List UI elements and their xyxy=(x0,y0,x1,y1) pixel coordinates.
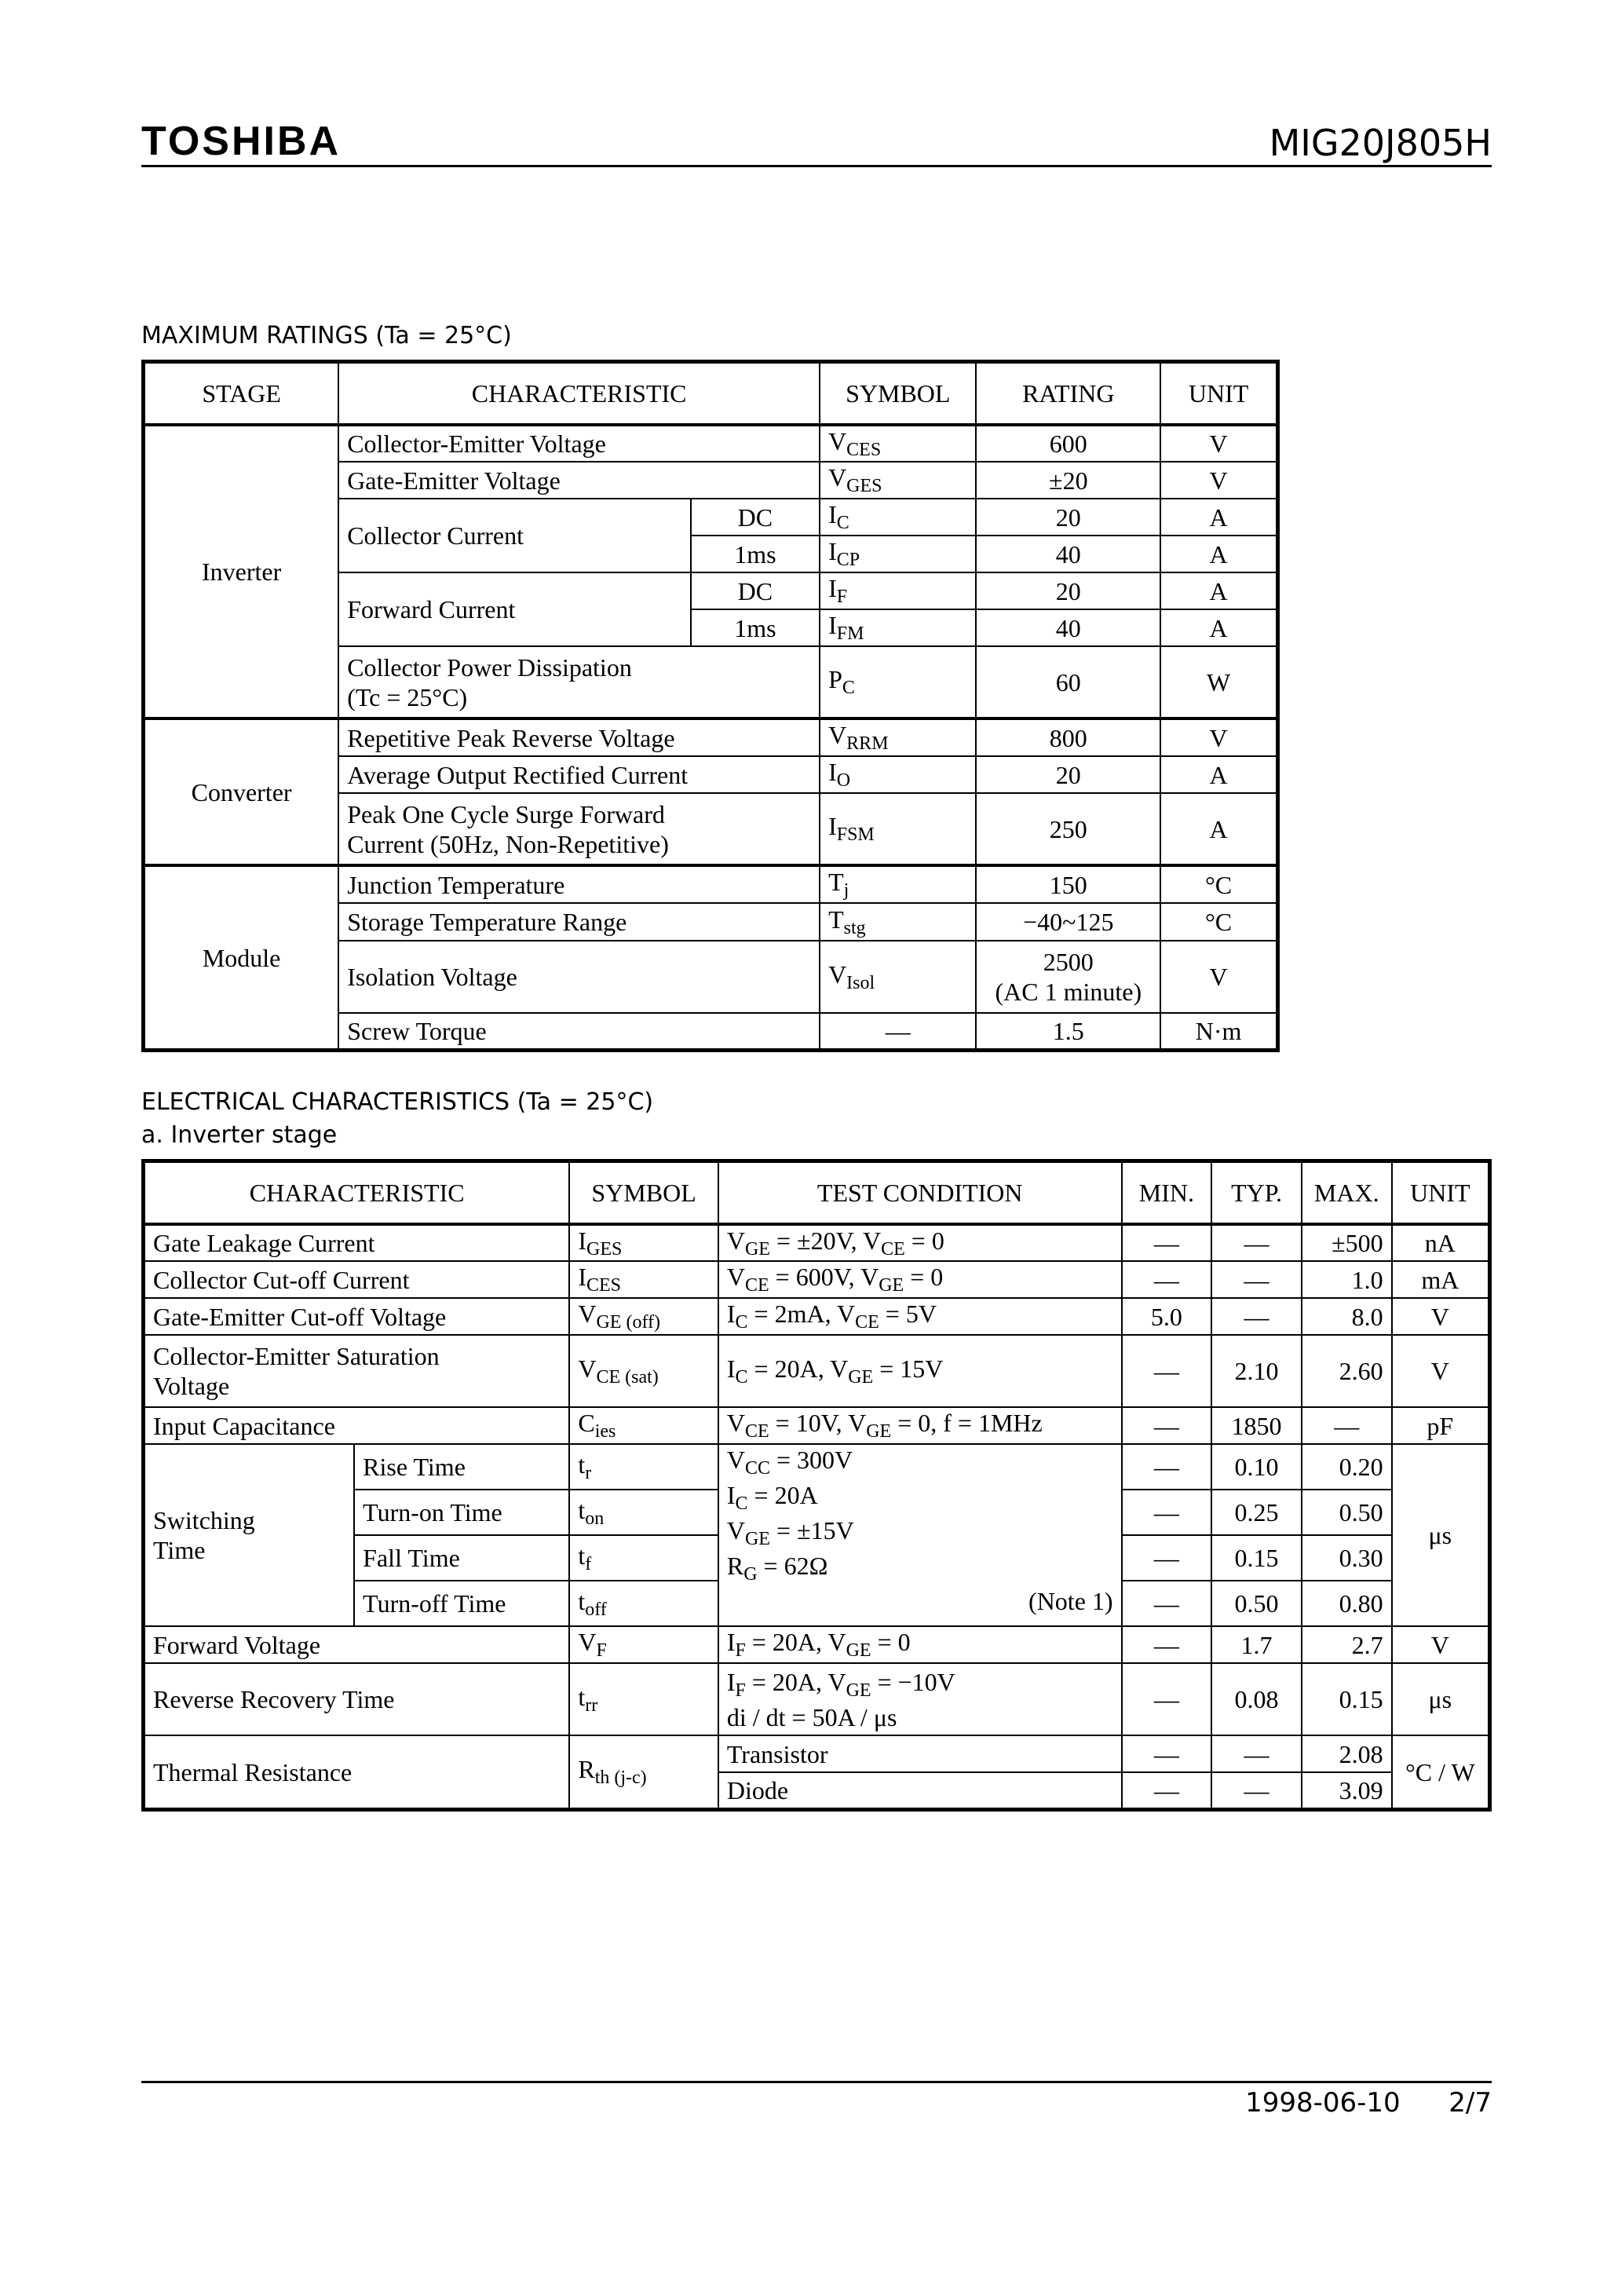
cell-unit: °C xyxy=(1160,865,1277,903)
toshiba-logo: TOSHIBA xyxy=(141,119,342,164)
cell-char: Thermal Resistance xyxy=(144,1735,570,1809)
cell-unit: A xyxy=(1160,793,1277,865)
table-row xyxy=(144,718,1278,756)
cell-char: Gate-Emitter Cut-off Voltage xyxy=(144,1298,570,1335)
col-characteristic: CHARACTERISTIC xyxy=(144,1161,570,1224)
cell-rating: 2500 (AC 1 minute) xyxy=(976,941,1160,1013)
table-row xyxy=(144,1444,1490,1490)
group-module: Module xyxy=(144,865,339,1050)
table-row xyxy=(144,425,1278,462)
cell-rating: 40 xyxy=(976,609,1160,646)
cell-rating: 600 xyxy=(976,425,1160,462)
cell-unit: °C / W xyxy=(1392,1735,1490,1809)
cell-rating: 800 xyxy=(976,718,1160,756)
cell-subchar: Turn-on Time xyxy=(354,1490,569,1535)
cell-unit: A xyxy=(1160,609,1277,646)
cell-rating: 20 xyxy=(976,499,1160,536)
cell-max: 2.7 xyxy=(1302,1626,1392,1663)
cell-rating: −40~125 xyxy=(976,903,1160,941)
cell-char: Junction Temperature xyxy=(338,865,820,903)
cell-unit: V xyxy=(1160,718,1277,756)
cell-max: 2.08 xyxy=(1302,1735,1392,1772)
cell-symbol: $P_C$ xyxy=(820,646,976,718)
cell-char: Collector-Emitter Saturation Voltage xyxy=(144,1335,570,1407)
table-row xyxy=(144,1663,1490,1735)
cell-subchar: Rise Time xyxy=(354,1444,569,1490)
cell-symbol: $V_{CES}$ xyxy=(820,425,976,462)
table-row xyxy=(144,1626,1490,1663)
cell-min: — xyxy=(1122,1663,1212,1735)
cell-rating: 20 xyxy=(976,756,1160,793)
cell-min: — xyxy=(1122,1735,1212,1772)
col-max: MAX. xyxy=(1302,1161,1392,1224)
table-row xyxy=(144,1735,1490,1772)
table-row xyxy=(144,865,1278,903)
cell-char: Gate-Emitter Voltage xyxy=(338,462,820,499)
cell-max: 3.09 xyxy=(1302,1772,1392,1809)
cell-cond: 1ms xyxy=(691,609,820,646)
cell-char: Collector Cut-off Current xyxy=(144,1261,570,1298)
cell-symbol: $T_{stg}$ xyxy=(820,903,976,941)
cell-unit: V xyxy=(1392,1626,1490,1663)
cell-symbol: $I_{GES}$ xyxy=(569,1224,718,1262)
cell-rating: 60 xyxy=(976,646,1160,718)
cell-unit: A xyxy=(1160,499,1277,536)
cell-symbol: $I_{FM}$ xyxy=(820,609,976,646)
col-stage: STAGE xyxy=(144,362,339,425)
cell-symbol: $C_{ies}$ xyxy=(569,1407,718,1444)
cell-char: Forward Voltage xyxy=(144,1626,570,1663)
cell-symbol: $R_{th (j-c)}$ xyxy=(569,1735,718,1809)
cell-char: Forward Current xyxy=(338,572,691,646)
col-symbol: SYMBOL xyxy=(569,1161,718,1224)
cell-unit: V xyxy=(1392,1298,1490,1335)
cell-char: Average Output Rectified Current xyxy=(338,756,820,793)
cell-min: — xyxy=(1122,1224,1212,1262)
cell-char: Repetitive Peak Reverse Voltage xyxy=(338,718,820,756)
cell-rating: 40 xyxy=(976,536,1160,572)
cell-cond: DC xyxy=(691,572,820,609)
cell-unit: °C xyxy=(1160,903,1277,941)
cell-typ: 2.10 xyxy=(1211,1335,1302,1407)
max-ratings-table xyxy=(141,360,1280,1052)
cell-min: — xyxy=(1122,1535,1212,1581)
cell-symbol: $I_{CES}$ xyxy=(569,1261,718,1298)
cell-symbol: $V_F$ xyxy=(569,1626,718,1663)
cell-symbol: $I_O$ xyxy=(820,756,976,793)
cell-symbol: $V_{GES}$ xyxy=(820,462,976,499)
cell-min: — xyxy=(1122,1490,1212,1535)
cell-rating: 20 xyxy=(976,572,1160,609)
cell-unit: V xyxy=(1160,425,1277,462)
cell-char: Isolation Voltage xyxy=(338,941,820,1013)
cell-condition: $V_{GE} = \pm 20V$, $V_{CE} = 0$ xyxy=(718,1224,1122,1262)
cell-cond: DC xyxy=(691,499,820,536)
cell-max: 2.60 xyxy=(1302,1335,1392,1407)
cell-symbol: $I_{FSM}$ xyxy=(820,793,976,865)
cell-symbol: $T_j$ xyxy=(820,865,976,903)
table-row xyxy=(144,1335,1490,1407)
note-1: (Note 1) xyxy=(1028,1587,1113,1616)
cell-unit: μs xyxy=(1392,1663,1490,1735)
cell-typ: 0.25 xyxy=(1211,1490,1302,1535)
cell-subchar: Turn-off Time xyxy=(354,1581,569,1626)
header-rule xyxy=(141,165,1492,167)
cell-unit: A xyxy=(1160,756,1277,793)
cell-min: — xyxy=(1122,1581,1212,1626)
cell-char: Input Capacitance xyxy=(144,1407,570,1444)
cell-min: 5.0 xyxy=(1122,1298,1212,1335)
cell-min: — xyxy=(1122,1335,1212,1407)
cell-condition: $V_{CE} = 600V$, $V_{GE} = 0$ xyxy=(718,1261,1122,1298)
table-row xyxy=(144,1224,1490,1262)
cell-char: Screw Torque xyxy=(338,1013,820,1050)
cell-char: Peak One Cycle Surge Forward Current (50Hz, Non-Repetitive) xyxy=(338,793,820,865)
cell-typ: 1.7 xyxy=(1211,1626,1302,1663)
cell-max: 0.20 xyxy=(1302,1444,1392,1490)
col-rating: RATING xyxy=(976,362,1160,425)
switching-time-label: Switching Time xyxy=(144,1444,355,1626)
table-header xyxy=(144,1161,1490,1224)
col-symbol: SYMBOL xyxy=(820,362,976,425)
electrical-subtitle: a. Inverter stage xyxy=(141,1121,338,1149)
cell-symbol: $t_{on}$ xyxy=(569,1490,718,1535)
cell-condition: Transistor xyxy=(718,1735,1122,1772)
switching-condition: $V_{CC} = 300V$ $I_C = 20A$ $V_{GE} = \pm 15V$ $R_G = 62\Omega$ (Note 1) xyxy=(718,1444,1122,1626)
cell-typ: — xyxy=(1211,1772,1302,1809)
cell-condition: Diode xyxy=(718,1772,1122,1809)
col-min: MIN. xyxy=(1122,1161,1212,1224)
footer-date: 1998-06-10 xyxy=(1245,2087,1401,2119)
table-row xyxy=(144,1298,1490,1335)
cell-unit: μs xyxy=(1392,1444,1490,1626)
cell-condition: $I_C = 20A$, $V_{GE} = 15V$ xyxy=(718,1335,1122,1407)
cell-min: — xyxy=(1122,1407,1212,1444)
cell-symbol: $t_f$ xyxy=(569,1535,718,1581)
cell-max: — xyxy=(1302,1407,1392,1444)
cell-unit: A xyxy=(1160,572,1277,609)
cell-rating: 1.5 xyxy=(976,1013,1160,1050)
cell-typ: 1850 xyxy=(1211,1407,1302,1444)
cell-condition: $I_C = 2mA$, $V_{CE} = 5V$ xyxy=(718,1298,1122,1335)
cell-condition: $I_F = 20A$, $V_{GE} = 0$ xyxy=(718,1626,1122,1663)
cell-symbol: $V_{GE (off)}$ xyxy=(569,1298,718,1335)
cell-symbol: $I_{CP}$ xyxy=(820,536,976,572)
cell-rating: ±20 xyxy=(976,462,1160,499)
cell-min: — xyxy=(1122,1772,1212,1809)
col-characteristic: CHARACTERISTIC xyxy=(338,362,820,425)
cell-typ: 0.08 xyxy=(1211,1663,1302,1735)
table-header xyxy=(144,362,1278,425)
cell-unit: V xyxy=(1160,941,1277,1013)
cell-unit: W xyxy=(1160,646,1277,718)
col-unit: UNIT xyxy=(1160,362,1277,425)
electrical-title: ELECTRICAL CHARACTERISTICS (Ta = 25°C) xyxy=(141,1088,654,1116)
cell-max: 0.30 xyxy=(1302,1535,1392,1581)
cell-max: 0.15 xyxy=(1302,1663,1392,1735)
cell-subchar: Fall Time xyxy=(354,1535,569,1581)
cell-condition: $V_{CE} = 10V$, $V_{GE} = 0$, f = 1MHz xyxy=(718,1407,1122,1444)
cell-symbol: $I_F$ xyxy=(820,572,976,609)
cell-min: — xyxy=(1122,1444,1212,1490)
cell-max: 0.80 xyxy=(1302,1581,1392,1626)
part-number: MIG20J805H xyxy=(1269,122,1492,164)
footer-rule xyxy=(141,2081,1492,2083)
cell-typ: — xyxy=(1211,1298,1302,1335)
cell-cond: 1ms xyxy=(691,536,820,572)
cell-unit: V xyxy=(1392,1335,1490,1407)
cell-symbol: — xyxy=(820,1013,976,1050)
cell-max: ±500 xyxy=(1302,1224,1392,1262)
cell-symbol: $V_{Isol}$ xyxy=(820,941,976,1013)
cell-char: Collector-Emitter Voltage xyxy=(338,425,820,462)
cell-symbol: $t_{rr}$ xyxy=(569,1663,718,1735)
cell-typ: — xyxy=(1211,1735,1302,1772)
cell-symbol: $V_{RRM}$ xyxy=(820,718,976,756)
group-converter: Converter xyxy=(144,718,339,865)
col-test-condition: TEST CONDITION xyxy=(718,1161,1122,1224)
col-unit: UNIT xyxy=(1392,1161,1490,1224)
cell-unit: pF xyxy=(1392,1407,1490,1444)
cell-typ: 0.10 xyxy=(1211,1444,1302,1490)
cell-symbol: $I_C$ xyxy=(820,499,976,536)
cell-unit: nA xyxy=(1392,1224,1490,1262)
cell-char: Gate Leakage Current xyxy=(144,1224,570,1262)
cell-symbol: $t_{off}$ xyxy=(569,1581,718,1626)
table-row xyxy=(144,1261,1490,1298)
col-typ: TYP. xyxy=(1211,1161,1302,1224)
cell-typ: — xyxy=(1211,1224,1302,1262)
cell-condition: $I_F = 20A$, $V_{GE} = -10V$ di / dt = 50A / μs xyxy=(718,1663,1122,1735)
cell-typ: 0.15 xyxy=(1211,1535,1302,1581)
cell-max: 1.0 xyxy=(1302,1261,1392,1298)
cell-max: 8.0 xyxy=(1302,1298,1392,1335)
cell-unit: N·m xyxy=(1160,1013,1277,1050)
cell-symbol: $t_r$ xyxy=(569,1444,718,1490)
cell-char: Reverse Recovery Time xyxy=(144,1663,570,1735)
page-number: 2/7 xyxy=(1448,2087,1492,2119)
electrical-table xyxy=(141,1159,1492,1812)
cell-unit: A xyxy=(1160,536,1277,572)
cell-symbol: $V_{CE (sat)}$ xyxy=(569,1335,718,1407)
cell-char: Collector Current xyxy=(338,499,691,572)
cell-unit: V xyxy=(1160,462,1277,499)
cell-rating: 250 xyxy=(976,793,1160,865)
group-inverter: Inverter xyxy=(144,425,339,719)
cell-min: — xyxy=(1122,1626,1212,1663)
cell-typ: — xyxy=(1211,1261,1302,1298)
max-ratings-title: MAXIMUM RATINGS (Ta = 25°C) xyxy=(141,322,512,349)
footer xyxy=(1245,2087,1492,2119)
cell-max: 0.50 xyxy=(1302,1490,1392,1535)
cell-char: Storage Temperature Range xyxy=(338,903,820,941)
cell-rating: 150 xyxy=(976,865,1160,903)
cell-min: — xyxy=(1122,1261,1212,1298)
cell-typ: 0.50 xyxy=(1211,1581,1302,1626)
cell-char: Collector Power Dissipation (Tc = 25°C) xyxy=(338,646,820,718)
table-row xyxy=(144,1407,1490,1444)
cell-unit: mA xyxy=(1392,1261,1490,1298)
